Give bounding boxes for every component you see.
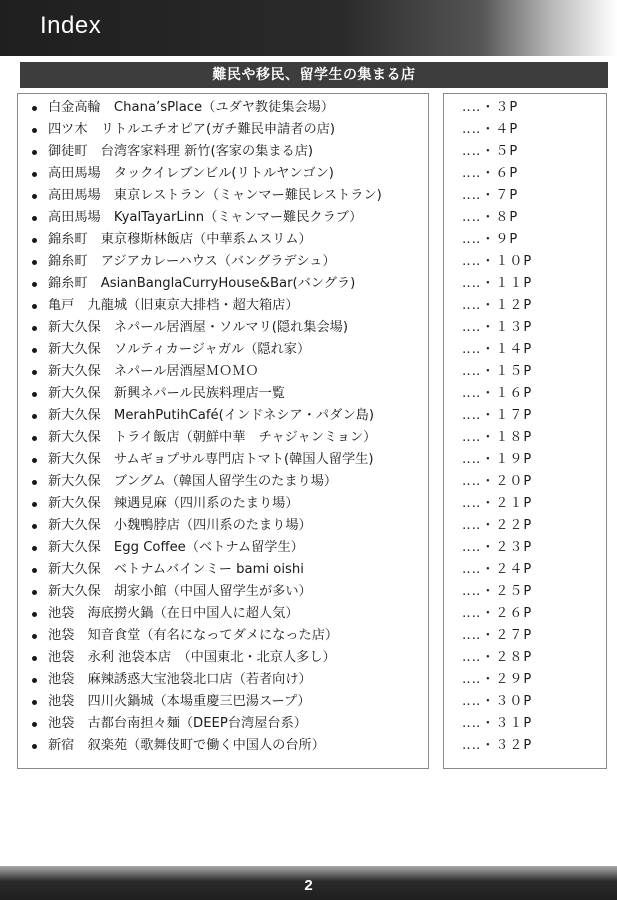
list-item bbox=[18, 537, 428, 559]
list-item bbox=[18, 559, 428, 581]
entry-page-number: ‥‥・２４P bbox=[462, 562, 533, 577]
entry-page-number: ‥‥・２８P bbox=[462, 650, 533, 665]
list-item bbox=[18, 735, 428, 757]
page-title: Index bbox=[40, 12, 102, 39]
entry-title: 池袋 海底撈火鍋（在日中国人に超人気） bbox=[48, 606, 299, 621]
entry-page-number: ‥‥・１４P bbox=[462, 342, 533, 357]
bullet-icon bbox=[32, 634, 37, 639]
bullet-icon bbox=[32, 282, 37, 287]
entry-title: 高田馬場 東京レストラン（ミャンマー難民レストラン) bbox=[48, 188, 382, 203]
entry-page-number: ‥‥・３P bbox=[462, 100, 519, 115]
bullet-icon bbox=[32, 216, 37, 221]
list-item bbox=[18, 251, 428, 273]
entry-page-number: ‥‥・２０P bbox=[462, 474, 533, 489]
entry-page-number: ‥‥・５P bbox=[462, 144, 519, 159]
entry-title: 新大久保 トライ飯店（朝鮮中華 チャジャンミョン） bbox=[48, 430, 377, 445]
list-item bbox=[18, 141, 428, 163]
bullet-icon bbox=[32, 436, 37, 441]
list-item bbox=[18, 383, 428, 405]
entry-title: 新大久保 新興ネパール民族料理店一覧 bbox=[48, 386, 285, 401]
bullet-icon bbox=[32, 612, 37, 617]
entry-title: 池袋 古都台南担々麺（DEEP台湾屋台系） bbox=[48, 716, 307, 731]
list-item bbox=[18, 713, 428, 735]
entry-title: 錦糸町 アジアカレーハウス（バングラデシュ） bbox=[48, 254, 336, 269]
bullet-icon bbox=[32, 150, 37, 155]
bullet-icon bbox=[32, 260, 37, 265]
entry-page-number: ‥‥・３２P bbox=[462, 738, 533, 753]
bullet-icon bbox=[32, 568, 37, 573]
bullet-icon bbox=[32, 370, 37, 375]
entry-page-number: ‥‥・３１P bbox=[462, 716, 533, 731]
entry-title: 錦糸町 AsianBanglaCurryHouse&Bar(バングラ) bbox=[48, 276, 356, 291]
entry-page-number: ‥‥・３０P bbox=[462, 694, 533, 709]
footer-page-number: 2 bbox=[304, 877, 313, 894]
entry-title: 四ツ木 リトルエチオピア(ガチ難民申請者の店) bbox=[48, 122, 335, 137]
entry-title: 新大久保 MerahPutihCafé(インドネシア・パダン島) bbox=[48, 408, 374, 423]
bullet-icon bbox=[32, 656, 37, 661]
bullet-icon bbox=[32, 722, 37, 727]
entry-page-number: ‥‥・７P bbox=[462, 188, 519, 203]
page-number-list bbox=[444, 97, 606, 757]
entry-page-number: ‥‥・１６P bbox=[462, 386, 533, 401]
list-item bbox=[18, 273, 428, 295]
list-item bbox=[18, 317, 428, 339]
entry-title: 池袋 麻辣誘惑大宝池袋北口店（若者向け） bbox=[48, 672, 312, 687]
list-item bbox=[18, 515, 428, 537]
list-item bbox=[18, 207, 428, 229]
entry-title: 新大久保 ブングム（韓国人留学生のたまり場） bbox=[48, 474, 338, 489]
entry-title: 新大久保 ソルティカージャガル（隠れ家） bbox=[48, 342, 311, 357]
entry-page-number: ‥‥・６P bbox=[462, 166, 519, 181]
entry-title: 亀戸 九龍城（旧東京大排档・超大箱店） bbox=[48, 298, 299, 313]
entry-page-number: ‥‥・１１P bbox=[462, 276, 533, 291]
list-item bbox=[18, 449, 428, 471]
bullet-icon bbox=[32, 128, 37, 133]
list-item bbox=[18, 405, 428, 427]
entry-title: 高田馬場 KyalTayarLinn（ミャンマー難民クラブ） bbox=[48, 210, 363, 225]
list-item bbox=[18, 361, 428, 383]
bullet-icon bbox=[32, 304, 37, 309]
section-title: 難民や移民、留学生の集まる店 bbox=[20, 62, 608, 88]
entry-page-number: ‥‥・１２P bbox=[462, 298, 533, 313]
entry-page-number: ‥‥・１７P bbox=[462, 408, 533, 423]
entry-page-number: ‥‥・２６P bbox=[462, 606, 533, 621]
list-item bbox=[18, 471, 428, 493]
bullet-icon bbox=[32, 172, 37, 177]
entry-page-number: ‥‥・２７P bbox=[462, 628, 533, 643]
bullet-icon bbox=[32, 744, 37, 749]
bullet-icon bbox=[32, 238, 37, 243]
entry-page-number: ‥‥・８P bbox=[462, 210, 519, 225]
entry-page-number: ‥‥・２５P bbox=[462, 584, 533, 599]
entry-page-number: ‥‥・１０P bbox=[462, 254, 533, 269]
bullet-icon bbox=[32, 480, 37, 485]
bullet-icon bbox=[32, 106, 37, 111]
bullet-icon bbox=[32, 590, 37, 595]
entry-title: 新大久保 ネパール居酒屋ＭＯＭＯ bbox=[48, 364, 259, 379]
list-item bbox=[18, 625, 428, 647]
bullet-icon bbox=[32, 458, 37, 463]
entry-title: 新大久保 サムギョプサル専門店トマト(韓国人留学生) bbox=[48, 452, 374, 467]
list-item bbox=[18, 691, 428, 713]
list-item bbox=[18, 603, 428, 625]
bullet-icon bbox=[32, 700, 37, 705]
entry-page-number: ‥‥・９P bbox=[462, 232, 519, 247]
entry-page-number: ‥‥・１９P bbox=[462, 452, 533, 467]
entry-list bbox=[18, 97, 428, 757]
list-item bbox=[18, 229, 428, 251]
entry-page-number: ‥‥・２１P bbox=[462, 496, 533, 511]
list-item bbox=[18, 581, 428, 603]
entry-list-box bbox=[17, 93, 429, 769]
list-item bbox=[18, 339, 428, 361]
bullet-icon bbox=[32, 194, 37, 199]
entry-title: 池袋 永利 池袋本店 （中国東北・北京人多し） bbox=[48, 650, 336, 665]
entry-title: 御徒町 台湾客家料理 新竹(客家の集まる店) bbox=[48, 144, 314, 159]
bullet-icon bbox=[32, 348, 37, 353]
list-item bbox=[18, 669, 428, 691]
bullet-icon bbox=[32, 546, 37, 551]
entry-title: 新大久保 小魏鴨脖店（四川系のたまり場） bbox=[48, 518, 312, 533]
entry-title: 白金高輪 Chana’sPlace（ユダヤ教徒集会場） bbox=[48, 100, 335, 115]
entry-page-number: ‥‥・２２P bbox=[462, 518, 533, 533]
list-item bbox=[18, 163, 428, 185]
entry-title: 新大久保 辣遇見麻（四川系のたまり場） bbox=[48, 496, 299, 511]
bullet-icon bbox=[32, 502, 37, 507]
entry-page-number: ‥‥・２３P bbox=[462, 540, 533, 555]
entry-page-number: ‥‥・１８P bbox=[462, 430, 533, 445]
list-item bbox=[18, 97, 428, 119]
entry-page-number: ‥‥・１５P bbox=[462, 364, 533, 379]
entry-title: 新大久保 胡家小館（中国人留学生が多い） bbox=[48, 584, 312, 599]
list-item bbox=[18, 493, 428, 515]
entry-page-number: ‥‥・１３P bbox=[462, 320, 533, 335]
entry-title: 新大久保 ベトナムバインミー bami oishi bbox=[48, 562, 304, 577]
list-item bbox=[18, 427, 428, 449]
bullet-icon bbox=[32, 326, 37, 331]
bullet-icon bbox=[32, 524, 37, 529]
entry-title: 新大久保 ネパール居酒屋・ソルマリ(隠れ集会場) bbox=[48, 320, 349, 335]
list-item bbox=[18, 119, 428, 141]
entry-title: 新宿 叙楽苑（歌舞伎町で働く中国人の台所） bbox=[48, 738, 325, 753]
entry-title: 池袋 四川火鍋城（本場重慶三巴湯スープ） bbox=[48, 694, 311, 709]
page-number-box bbox=[443, 93, 607, 769]
list-item bbox=[18, 295, 428, 317]
list-item bbox=[18, 647, 428, 669]
bullet-icon bbox=[32, 414, 37, 419]
entry-page-number: ‥‥・４P bbox=[462, 122, 519, 137]
bullet-icon bbox=[32, 678, 37, 683]
bullet-icon bbox=[32, 392, 37, 397]
entry-title: 新大久保 Egg Coffee（ベトナム留学生） bbox=[48, 540, 304, 555]
entry-title: 高田馬場 タックイレブンビル(リトルヤンゴン) bbox=[48, 166, 334, 181]
entry-title: 池袋 知音食堂（有名になってダメになった店） bbox=[48, 628, 339, 643]
entry-title: 錦糸町 東京穆斯林飯店（中華系ムスリム） bbox=[48, 232, 312, 247]
list-item bbox=[18, 185, 428, 207]
entry-page-number: ‥‥・２９P bbox=[462, 672, 533, 687]
